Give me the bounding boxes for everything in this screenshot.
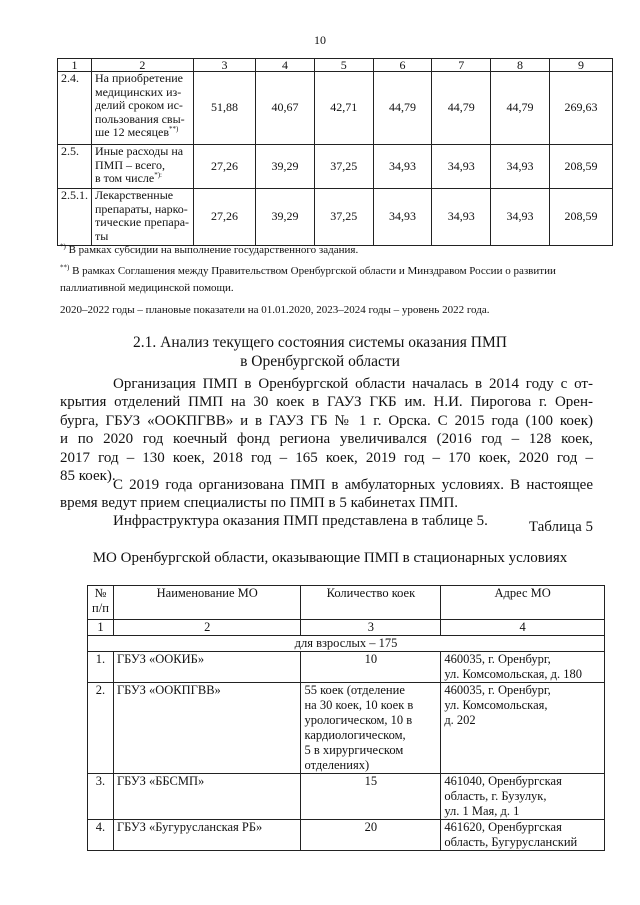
- column-number: 5: [314, 59, 373, 72]
- column-number: 1: [58, 59, 92, 72]
- paragraph-line: 85 коек).: [60, 468, 116, 484]
- paragraph-2-body: [60, 494, 593, 513]
- value-cell: 208,59: [549, 145, 612, 189]
- footnote-mark: *):: [154, 171, 162, 179]
- mo-name: ГБУЗ «ББСМП»: [113, 774, 301, 820]
- table-row: [88, 820, 605, 851]
- bed-count-line: 55 коек (отделение: [304, 683, 405, 697]
- column-number: 8: [491, 59, 550, 72]
- table-header-row: [88, 586, 605, 620]
- bed-count-line: 5 в хирургическом: [304, 743, 404, 757]
- footnote-mark: **): [169, 125, 179, 133]
- bed-count-line: отделениях): [304, 758, 370, 772]
- value-cell: 208,59: [549, 189, 612, 246]
- address-line: 460035, г. Оренбург,: [444, 652, 551, 666]
- value-cell: 51,88: [193, 72, 255, 145]
- mo-name: ГБУЗ «Бугурусланская РБ»: [113, 820, 301, 851]
- value-cell: 40,67: [256, 72, 315, 145]
- row-name-line: медицинских из-: [95, 84, 182, 99]
- expense-table: [57, 58, 613, 246]
- column-number: 2: [92, 59, 194, 72]
- section-title: [0, 333, 640, 371]
- mo-address: [441, 683, 605, 774]
- header-cell: Адрес МО: [441, 586, 605, 620]
- mo-address: [441, 774, 605, 820]
- column-number: 3: [193, 59, 255, 72]
- mo-name: ГБУЗ «ООКИБ»: [113, 652, 301, 683]
- table-header-row: [58, 59, 613, 72]
- bed-count-line: урологическом, 10 в: [304, 713, 413, 727]
- column-number: 1: [88, 620, 114, 636]
- column-number-row: [88, 620, 605, 636]
- footnote-text: В рамках Соглашения между Правительством Оренбургской области и Минздравом России о развитии: [69, 265, 556, 277]
- row-name-line: ПМП – всего,: [95, 157, 166, 172]
- row-name-line: пользования свы-: [95, 111, 185, 126]
- bed-count: 15: [301, 774, 441, 820]
- row-name-line: Лекарственные: [95, 188, 174, 202]
- table-row: [58, 72, 613, 145]
- paragraph-1: [113, 375, 593, 394]
- group-row: [88, 636, 605, 652]
- address-line: ул. Комсомольская,: [444, 698, 548, 712]
- row-number: 2.4.: [58, 72, 92, 145]
- value-cell: 34,93: [491, 189, 550, 246]
- mo-address: [441, 652, 605, 683]
- paragraph-line: 2017 год – 130 коек, 2018 год – 165 коек, 2019 год – 170 коек, 2020 год –: [60, 449, 593, 466]
- section-title-line: в Оренбургской области: [240, 353, 400, 370]
- row-name-text: ше 12 месяцев: [95, 125, 170, 139]
- paragraph-line: крытия отделений ПМП на 30 коек в ГАУЗ ГКБ им. Н.И. Пирогова г. Орен-: [60, 394, 593, 410]
- table-row: [88, 683, 605, 774]
- header-cell: Наименование МО: [113, 586, 301, 620]
- address-line: 460035, г. Оренбург,: [444, 683, 551, 697]
- address-line: 461040, Оренбургская: [444, 774, 562, 788]
- row-name-line: делий сроком ис-: [95, 98, 183, 112]
- row-number: 1.: [88, 652, 114, 683]
- row-number: 4.: [88, 820, 114, 851]
- value-cell: 39,29: [256, 145, 315, 189]
- paragraph-3: Инфраструктура оказания ПМП представлена в таблице 5.: [113, 513, 488, 529]
- column-number: 2: [113, 620, 301, 636]
- value-cell: 34,93: [432, 189, 491, 246]
- table-row: [88, 774, 605, 820]
- row-name: [92, 145, 194, 189]
- header-cell: № п/п: [88, 586, 114, 620]
- bed-count: 20: [301, 820, 441, 851]
- value-cell: 44,79: [491, 72, 550, 145]
- value-cell: 34,93: [491, 145, 550, 189]
- value-cell: 39,29: [256, 189, 315, 246]
- address-line: ул. 1 Мая, д. 1: [444, 804, 520, 818]
- mo-table: [87, 585, 605, 851]
- value-cell: 37,25: [314, 189, 373, 246]
- table-row: [88, 652, 605, 683]
- footnote-mark: *): [60, 242, 66, 251]
- row-name-line: ты: [95, 228, 109, 243]
- row-name-line: Иные расходы на: [95, 144, 184, 158]
- footnote-1: [60, 243, 610, 257]
- column-number: 4: [441, 620, 605, 636]
- row-name-line: На приобретение: [95, 71, 184, 85]
- paragraph-2: [113, 476, 593, 495]
- group-label: для взрослых – 175: [88, 636, 605, 652]
- column-number: 3: [301, 620, 441, 636]
- value-cell: 269,63: [549, 72, 612, 145]
- value-cell: 42,71: [314, 72, 373, 145]
- value-cell: 44,79: [373, 72, 432, 145]
- row-name: [92, 189, 194, 246]
- value-cell: 27,26: [193, 145, 255, 189]
- bed-count-line: кардиологическом,: [304, 728, 406, 742]
- row-name-line: [95, 172, 190, 186]
- paragraph-line: время ведут прием специалисты по ПМП в 5 кабинетах ПМП.: [60, 495, 459, 511]
- value-cell: 44,79: [432, 72, 491, 145]
- paragraph-line: С 2019 года организована ПМП в амбулаторных условиях. В настоящее: [113, 477, 593, 493]
- mo-address: [441, 820, 605, 851]
- header-cell: Количество коек: [301, 586, 441, 620]
- row-number: 2.5.1.: [58, 189, 92, 246]
- row-name-line: препараты, нарко-: [95, 201, 188, 216]
- column-number: 7: [432, 59, 491, 72]
- row-name-text: в том числе: [95, 171, 155, 185]
- bed-count: [301, 683, 441, 774]
- table-row: [58, 145, 613, 189]
- address-line: 461620, Оренбургская: [444, 820, 562, 834]
- page-number: 10: [314, 33, 326, 47]
- paragraph-line: и по 2020 год коечный фонд региона увеличивался (2016 год – 128 коек,: [60, 431, 593, 447]
- row-name: [92, 72, 194, 145]
- footnote-2: [60, 264, 610, 278]
- address-line: область, Бугурусланский: [444, 835, 578, 849]
- table-label: Таблица 5: [528, 519, 593, 535]
- value-cell: 34,93: [373, 189, 432, 246]
- bed-count-line: на 30 коек, 10 коек в: [304, 698, 414, 712]
- address-line: область, г. Бузулук,: [444, 789, 547, 803]
- row-name-line: тические препара-: [95, 215, 190, 229]
- table-title: МО Оренбургской области, оказывающие ПМП в стационарных условиях: [92, 550, 568, 566]
- column-number: 4: [256, 59, 315, 72]
- row-number: 2.5.: [58, 145, 92, 189]
- row-number: 2.: [88, 683, 114, 774]
- column-number: 9: [549, 59, 612, 72]
- row-number: 3.: [88, 774, 114, 820]
- table-row: [58, 189, 613, 246]
- address-line: д. 202: [444, 713, 476, 727]
- value-cell: 37,25: [314, 145, 373, 189]
- value-cell: 27,26: [193, 189, 255, 246]
- address-line: ул. Комсомольская, д. 180: [444, 667, 582, 681]
- bed-count: 10: [301, 652, 441, 683]
- footnote-text: В рамках субсидии на выполнение государственного задания.: [65, 244, 359, 256]
- value-cell: 34,93: [373, 145, 432, 189]
- value-cell: 34,93: [432, 145, 491, 189]
- paragraph-1-body: [60, 393, 593, 486]
- row-name-line: [95, 126, 190, 140]
- footnote-mark: **): [60, 263, 70, 272]
- mo-name: ГБУЗ «ООКПГВВ»: [113, 683, 301, 774]
- column-number: 6: [373, 59, 432, 72]
- footnote-2-continued: паллиативной медицинской помощи.: [60, 282, 234, 294]
- footnote-3: 2020–2022 годы – плановые показатели на 01.01.2020, 2023–2024 годы – уровень 2022 года.: [60, 304, 490, 316]
- paragraph-line: бурга, ГБУЗ «ООКПГВВ» и в ГАУЗ ГБ № 1 г. Орска. С 2015 года (100 коек): [60, 412, 593, 429]
- paragraph-line: Организация ПМП в Оренбургской области началась в 2014 году с от-: [113, 376, 593, 392]
- section-title-line: 2.1. Анализ текущего состояния системы оказания ПМП: [133, 334, 507, 351]
